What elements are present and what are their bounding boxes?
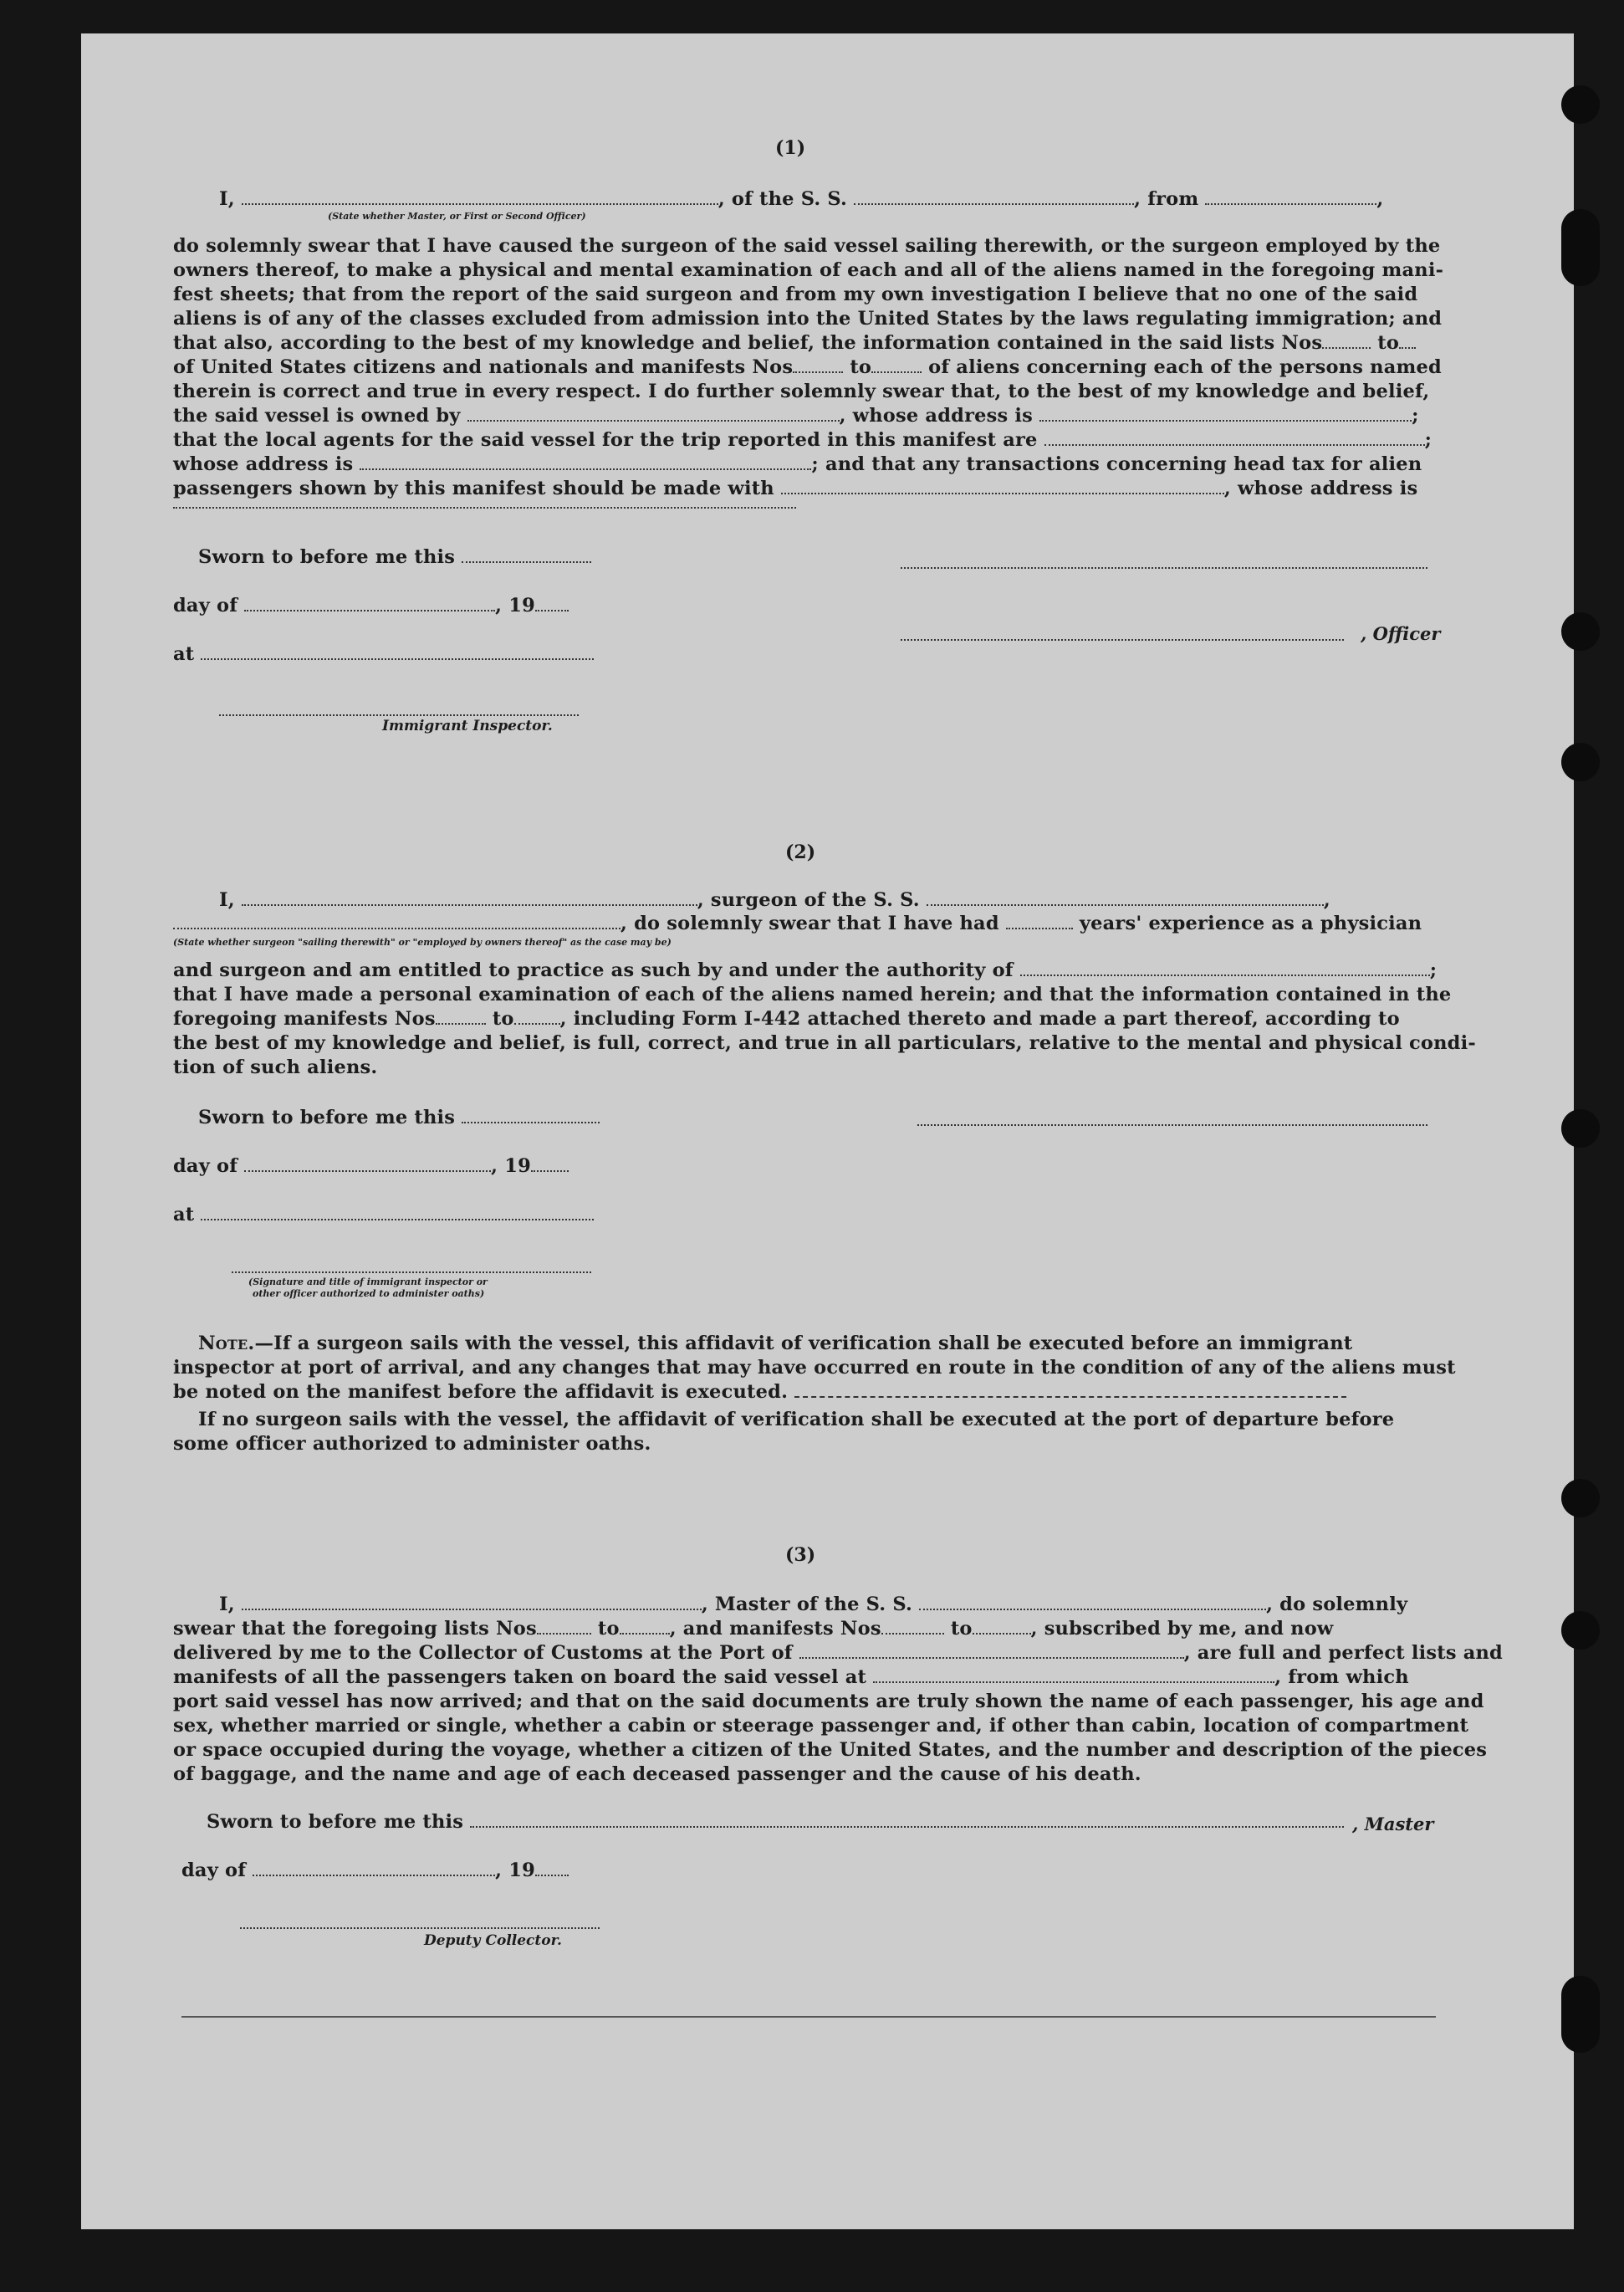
lists-to-field [1399, 332, 1416, 349]
s1-l6-b: to [1377, 332, 1400, 354]
s3-line-6: sex, whether married or single, whether a cabin or steerage passenger and, if other than cabin, location of compartment [173, 1715, 1469, 1737]
surgeon-name-field [242, 889, 697, 906]
s3-line-7: or space occupied during the voyage, whether a citizen of the United States, and the number and description of the pieces [173, 1739, 1488, 1761]
s2-vessel-field [927, 889, 1324, 906]
s1-sworn-line [198, 545, 591, 569]
s2-note-3: be noted on the manifest before the affidavit is executed. [173, 1381, 789, 1403]
s3-line-8: of baggage, and the name and age of each deceased passenger and the cause of his death. [173, 1763, 1141, 1785]
s2-l3-a: and surgeon and am entitled to practice as such by and under the authority of [173, 959, 1014, 981]
s3-l1-b: , Master of the S. S. [701, 1594, 913, 1615]
s2-at: at [173, 1204, 195, 1225]
s3-day: day of [181, 1860, 247, 1881]
s3-port-field [799, 1642, 1184, 1659]
s2-note-fill [794, 1381, 1346, 1398]
s2-at-field [201, 1204, 594, 1220]
s1-sworn: Sworn to before me this [198, 546, 456, 568]
departure-port-field [1205, 188, 1376, 205]
s1-line-7 [173, 356, 1442, 379]
s1-officer-sig-line-2 [901, 639, 1344, 641]
s1-l11-a: whose address is [173, 453, 354, 475]
s2-l1-a: I, [219, 889, 235, 911]
s3-collector-signature-line [240, 1927, 600, 1929]
s1-line-11 [173, 453, 1422, 476]
s1-l10-b: ; [1424, 429, 1432, 451]
s3-l2-b: to [597, 1618, 620, 1640]
s1-line-1 [219, 187, 1383, 211]
s2-surgeon-sig-line [917, 1124, 1427, 1126]
s3-year: , 19 [495, 1860, 535, 1881]
s3-lists-from-field [537, 1618, 591, 1635]
master-name-field [242, 188, 718, 205]
s1-l9-a: the said vessel is owned by [173, 405, 461, 427]
s2-year-field [531, 1155, 569, 1172]
punch-hole [1561, 1976, 1600, 2053]
s3-line-4 [173, 1665, 1409, 1689]
s1-officer-caption: (State whether Master, or First or Second Officer) [328, 211, 586, 222]
punch-hole [1561, 1611, 1600, 1650]
manifest-affidavit-page [81, 33, 1574, 2229]
s2-note-line-4: If no surgeon sails with the vessel, the affidavit of verification shall be executed at the port of departure before [198, 1409, 1395, 1430]
s3-l2-c: , and manifests Nos [669, 1618, 881, 1640]
s1-l1-a: I, [219, 188, 235, 210]
s2-line-1 [219, 888, 1330, 912]
s2-signature-line [232, 1271, 591, 1273]
s2-at-line [173, 1203, 594, 1226]
s2-line-3 [173, 959, 1437, 982]
s2-l5-a: foregoing manifests Nos [173, 1008, 436, 1030]
s1-sworn-date-field [462, 546, 591, 563]
s2-manifests-from-field [436, 1008, 486, 1025]
s2-l2-b: years' experience as a physician [1079, 913, 1422, 934]
reverse-bleed-through [232, 125, 246, 153]
s3-departure-port-field [873, 1666, 1274, 1683]
s3-line-5: port said vessel has now arrived; and that on the said documents are truly shown the name of each passenger, his age and [173, 1691, 1484, 1712]
head-tax-contact-field [781, 478, 1224, 494]
s2-note-label: Note. [198, 1333, 255, 1354]
section-2-number: (2) [785, 842, 816, 863]
s1-l9-b: , whose address is [839, 405, 1034, 427]
s3-lists-to-field [620, 1618, 670, 1635]
s2-day-line [173, 1154, 569, 1178]
punch-hole [1561, 1109, 1600, 1148]
s2-note-1: —If a surgeon sails with the vessel, this affidavit of verification shall be executed before an immigrant [254, 1333, 1353, 1354]
punch-hole [1561, 743, 1600, 781]
s1-line-9 [173, 404, 1419, 427]
s1-address-line [173, 507, 796, 509]
s1-year: , 19 [495, 595, 535, 616]
s2-l1-c: , [1323, 889, 1330, 911]
s1-year-field [535, 595, 569, 611]
s3-l4-b: , from which [1274, 1666, 1409, 1688]
punch-hole [1561, 85, 1600, 124]
section-3-number: (3) [785, 1544, 816, 1566]
s1-day: day of [173, 595, 238, 616]
owner-field [467, 405, 840, 422]
s3-manifests-from-field [881, 1618, 944, 1635]
local-agents-field [1044, 429, 1425, 446]
s3-line-3 [173, 1641, 1503, 1665]
s2-year: , 19 [491, 1155, 531, 1177]
s2-line-6: the best of my knowledge and belief, is full, correct, and true in all particulars, relative to the mental and physical condi- [173, 1032, 1476, 1054]
s3-l3-b: , are full and perfect lists and [1183, 1642, 1503, 1664]
s1-line-10 [173, 428, 1432, 452]
s1-at-line [173, 642, 594, 666]
s2-note-line-5: some officer authorized to administer oaths. [173, 1433, 651, 1455]
s1-l7-c: of aliens concerning each of the persons named [928, 356, 1442, 378]
s3-vessel-field [919, 1594, 1266, 1610]
bottom-rule [181, 2016, 1436, 2018]
s2-day: day of [173, 1155, 238, 1177]
s1-officer-sig-line-1 [901, 567, 1427, 569]
s3-l2-d: to [950, 1618, 973, 1640]
s3-sworn-line [207, 1810, 1344, 1834]
s3-master-name-field [242, 1594, 702, 1610]
surgeon-status-field [173, 913, 620, 929]
s1-at-field [201, 643, 594, 660]
s3-line-1 [219, 1593, 1407, 1616]
s2-note-line-1 [198, 1332, 1352, 1355]
s1-inspector-title: Immigrant Inspector. [382, 718, 553, 734]
s1-l1-b: , of the S. S. [718, 188, 848, 210]
s2-line-4: that I have made a personal examination of each of the aliens named herein; and that the information contained in the [173, 984, 1452, 1005]
s1-l1-d: , [1376, 188, 1384, 210]
s1-line-12 [173, 477, 1417, 500]
punch-hole [1561, 1479, 1600, 1517]
s2-sig-caption-2: other officer authorized to administer oaths) [253, 1288, 485, 1299]
s1-day-field [244, 595, 495, 611]
punch-hole [1561, 209, 1600, 286]
s3-l2-e: , subscribed by me, and now [1030, 1618, 1334, 1640]
punch-hole [1561, 612, 1600, 651]
s3-l4-a: manifests of all the passengers taken on board the said vessel at [173, 1666, 867, 1688]
s1-line-6 [173, 331, 1416, 355]
s1-l10-a: that the local agents for the said vessel for the trip reported in this manifest are [173, 429, 1038, 451]
s2-sworn: Sworn to before me this [198, 1107, 456, 1128]
s1-l6-a: that also, according to the best of my knowledge and belief, the information contained in the said lists Nos [173, 332, 1323, 354]
s1-l1-c: , from [1134, 188, 1199, 210]
s1-line-4: fest sheets; that from the report of the said surgeon and from my own investigation I believe that no one of the said [173, 284, 1418, 305]
s2-line-5 [173, 1007, 1400, 1031]
s2-note-line-2: inspector at port of arrival, and any changes that may have occurred en route in the condition of any of the aliens must [173, 1357, 1456, 1379]
s3-l2-a: swear that the foregoing lists Nos [173, 1618, 537, 1640]
s3-l3-a: delivered by me to the Collector of Customs at the Port of [173, 1642, 793, 1664]
s2-sworn-date-field [462, 1107, 600, 1123]
s2-l5-c: , including Form I-442 attached thereto and made a part thereof, according to [559, 1008, 1400, 1030]
s1-l7-b: to [850, 356, 872, 378]
manifests-from-field [793, 356, 843, 373]
s1-officer-title: , Officer [1361, 623, 1441, 644]
s2-l5-b: to [492, 1008, 514, 1030]
s2-note-line-3 [173, 1380, 1346, 1404]
agents-address-field [360, 453, 811, 470]
s3-collector-title: Deputy Collector. [424, 1932, 562, 1949]
s2-day-field [244, 1155, 491, 1172]
s1-line-3: owners thereof, to make a physical and mental examination of each and all of the aliens named in the foregoing mani- [173, 259, 1444, 281]
s1-l11-b: ; and that any transactions concerning head tax for alien [811, 453, 1422, 475]
s2-sworn-line [198, 1106, 600, 1129]
s2-l1-b: , surgeon of the S. S. [697, 889, 920, 911]
s1-line-5: aliens is of any of the classes excluded from admission into the United States by the laws regulating immigration; and [173, 308, 1443, 330]
s1-line-2: do solemnly swear that I have caused the surgeon of the said vessel sailing therewith, or the surgeon employed by the [173, 235, 1441, 257]
s3-master-sig-field [470, 1811, 1344, 1828]
s2-l2-a: , do solemnly swear that I have had [620, 913, 999, 934]
s3-l1-a: I, [219, 1594, 235, 1615]
s3-l1-c: , do solemnly [1266, 1594, 1408, 1615]
s1-inspector-signature-line [219, 714, 579, 716]
s2-line-2 [173, 912, 1422, 935]
s1-l9-c: ; [1412, 405, 1419, 427]
section-1-number: (1) [775, 137, 806, 159]
s2-line-7: tion of such aliens. [173, 1056, 378, 1078]
s3-year-field [535, 1860, 569, 1876]
s2-l3-b: ; [1429, 959, 1438, 981]
s1-day-line [173, 594, 569, 617]
s1-l12-a: passengers shown by this manifest should be made with [173, 478, 774, 499]
s2-surgeon-caption: (State whether surgeon "sailing therewith" or "employed by owners thereof" as the case may be) [173, 937, 672, 948]
s1-l12-b: , whose address is [1223, 478, 1418, 499]
lists-from-field [1322, 332, 1371, 349]
s2-sig-caption-1: (Signature and title of immigrant inspector or [248, 1276, 488, 1287]
s3-day-line [181, 1859, 569, 1882]
s1-line-8: therein is correct and true in every respect. I do further solemnly swear that, to the best of my knowledge and belief, [173, 381, 1430, 402]
s2-manifests-to-field [514, 1008, 560, 1025]
s1-at: at [173, 643, 195, 665]
s3-manifests-to-field [973, 1618, 1031, 1635]
s3-master-title: , Master [1352, 1814, 1434, 1834]
years-experience-field [1006, 913, 1073, 929]
s3-day-field [253, 1860, 495, 1876]
authority-field [1020, 959, 1430, 976]
owner-address-field [1039, 405, 1412, 422]
vessel-name-field [854, 188, 1134, 205]
s3-sworn: Sworn to before me this [207, 1811, 464, 1833]
manifests-to-field [871, 356, 922, 373]
s1-l7-a: of United States citizens and nationals and manifests Nos [173, 356, 794, 378]
s3-line-2 [173, 1617, 1334, 1640]
